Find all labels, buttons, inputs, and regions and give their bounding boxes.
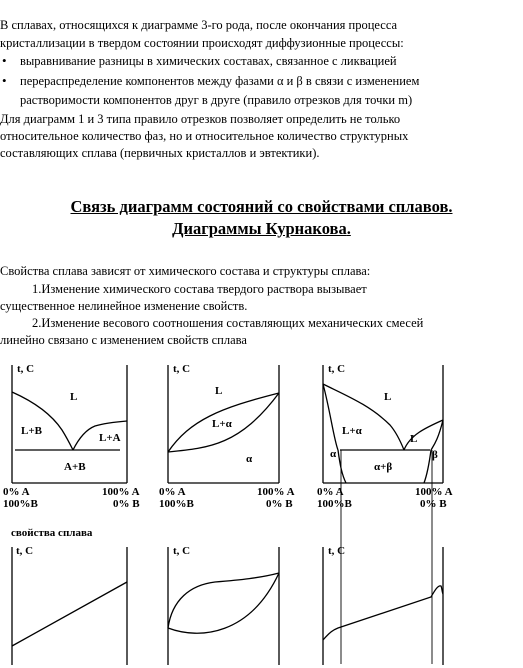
bullet-item-1: выравнивание разницы в химических составах, связанное с ликвацией (20, 54, 397, 68)
temperature-axis-label: t, C (328, 363, 346, 375)
composition-right-2: 0% B (113, 498, 140, 510)
region-label-liquid: L (384, 391, 392, 403)
body-item-2a: 2.Изменение весового соотношения составляющих механических смесей (32, 316, 424, 330)
body-item-1a: 1.Изменение химического состава твердого раствора вызывает (32, 282, 367, 296)
temperature-axis-label: t, C (173, 363, 191, 375)
region-label-beta: β (432, 449, 438, 461)
body-item-1b: существенное нелинейное изменение свойств. (0, 299, 248, 313)
body-item-2b: линейно связано с изменением свойств сплава (0, 333, 247, 347)
property-graph-linear (12, 547, 127, 665)
property-axis-label: t, C (173, 545, 191, 557)
property-graph-curved (168, 547, 279, 665)
composition-right-1: 100% A (415, 486, 453, 498)
composition-left-1: 0% A (317, 486, 344, 498)
property-axis-label: t, C (328, 545, 346, 557)
region-label-alpha: α (246, 453, 253, 465)
composition-left-1: 0% A (159, 486, 186, 498)
bullet-item-2b: растворимости компонентов друг в друге (правило отрезков для точки m) (20, 93, 413, 107)
composition-left-2: 100%B (159, 498, 194, 510)
region-label-liquid: L (215, 385, 223, 397)
composition-right-2: 0% B (420, 498, 447, 510)
intro-line-2: кристаллизации в твердом состоянии происходят диффузионные процессы: (0, 36, 404, 50)
composition-left-2: 100%B (3, 498, 38, 510)
composition-left-2: 100%B (317, 498, 352, 510)
composition-right-2: 0% B (266, 498, 293, 510)
intro-line-4: относительное количество фаз, но и относительное количество структурных (0, 129, 409, 143)
composition-left-1: 0% A (3, 486, 30, 498)
property-axis-label: t, C (16, 545, 34, 557)
bullet-icon: • (2, 53, 7, 68)
temperature-axis-label: t, C (17, 363, 35, 375)
bullet-item-2a: перераспределение компонентов между фазами α и β в связи с изменением (20, 74, 420, 88)
intro-line-3: Для диаграмм 1 и 3 типа правило отрезков позволяет определить не только (0, 112, 401, 126)
properties-label: свойства сплава (11, 527, 93, 539)
region-label-a-plus-b: A+B (64, 461, 86, 473)
region-label-alpha-plus-beta: α+β (374, 461, 393, 473)
composition-right-1: 100% A (257, 486, 295, 498)
region-label-l-plus-a: L+A (99, 432, 121, 444)
region-label-l-plus-b: L+B (21, 425, 42, 437)
region-label-liquid: L (70, 391, 78, 403)
intro-line-1: В сплавах, относящихся к диаграмме 3-го рода, после окончания процесса (0, 18, 398, 32)
region-label-l-plus-alpha: L+α (212, 418, 232, 430)
intro-line-5: составляющих сплава (первичных кристаллов и эвтектики). (0, 146, 320, 160)
region-label-alpha: α (330, 448, 337, 460)
section-heading-text: Диаграммы Курнакова (172, 219, 347, 238)
section-heading-line-1: Связь диаграмм состояний со свойствами сплавов. (70, 197, 453, 216)
region-label-l-plus-alpha: L+α (342, 425, 362, 437)
composition-right-1: 100% A (102, 486, 140, 498)
bullet-icon: • (2, 73, 7, 88)
region-label-liquid-right: L (410, 433, 418, 445)
section-heading-dot: . (346, 219, 351, 238)
body-line-1: Свойства сплава зависят от химического состава и структуры сплава: (0, 264, 371, 278)
